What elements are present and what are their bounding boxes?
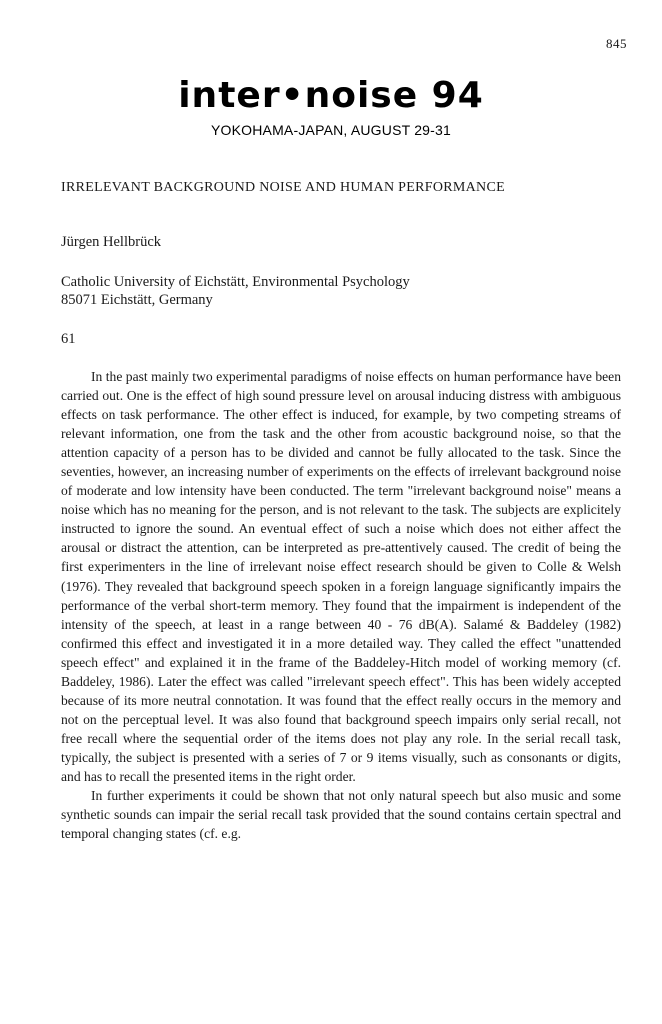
affiliation-line-2: 85071 Eichstätt, Germany: [61, 292, 213, 308]
author-name: Jürgen Hellbrück: [61, 234, 161, 250]
affiliation-line-1: Catholic University of Eichstätt, Environmental Psychology: [61, 274, 410, 290]
body-paragraph-2: In further experiments it could be shown that not only natural speech but also music and some synthetic sounds can impair the serial recall task provided that the sound contains certain spectral and temporal changing states (cf. e.g.: [61, 788, 621, 842]
paper-code: 61: [61, 331, 76, 347]
conference-logo: inter•noise 94: [178, 75, 484, 116]
body-text: [61, 367, 621, 843]
conference-subtitle: YOKOHAMA-JAPAN, AUGUST 29-31: [210, 122, 452, 138]
paper-title: IRRELEVANT BACKGROUND NOISE AND HUMAN PERFORMANCE: [61, 180, 505, 195]
body-paragraph-1: In the past mainly two experimental paradigms of noise effects on human performance have been carried out. One is the effect of high sound pressure level on arousal inducing distress with ambiguous effects on task performance. The other effect is induced, for example, by two competing streams of relevant information, one from the task and the other from acoustic background noise, so that the attention capacity of a person has to be divided and cannot be fully allocated to the task. Since the seventies, however, an increasing number of experiments on the effects of irrelevant background noise of moderate and low intensity have been conducted. The term "irrelevant background noise" means a noise which has no meaning for the person, and is not relevant to the task. The subjects are explicitely instructed to ignore the sound. An eventual effect of such a noise which does not either affect the arousal or distract the attention, can be interpreted as pre-attentively caused. The credit of being the first experimenters in the line of irrelevant noise effect research should be given to Colle & Welsh (1976). They revealed that background speech spoken in a foreign language significantly impairs the performance of the verbal short-term memory. They found that the impairment is independent of the intensity of the speech, at least in a range between 40 - 76 dB(A). Salamé & Baddeley (1982) confirmed this effect and investigated it in a more detailed way. They called the effect "unattended speech effect" and explained it in the frame of the Baddeley-Hitch model of working memory (cf. Baddeley, 1986). Later the effect was called "irrelevant speech effect". This has been widely accepted because of its more neutral connotation. It was found that the effect really occurs in the memory and not on the perceptual level. It was also found that background speech impairs only serial recall, not free recall where the sequential order of the items does not play any role. In the serial recall task, typically, the subject is presented with a series of 7 or 9 items visually, such as consonants or digits, and has to recall the presented items in the right order.: [61, 369, 621, 784]
page-number: 845: [606, 36, 627, 51]
